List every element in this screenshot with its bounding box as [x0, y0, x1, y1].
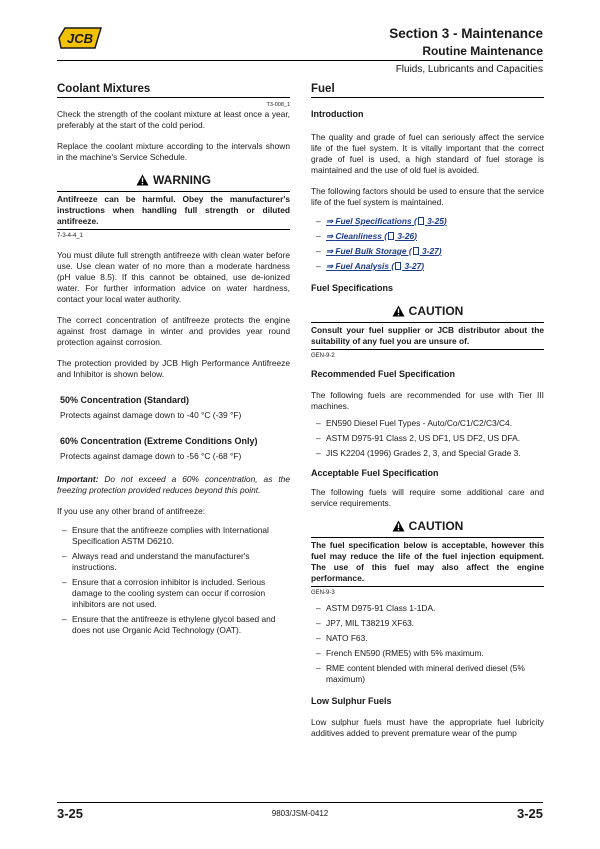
page-number-left: 3-25: [57, 806, 84, 821]
caution-code-1: GEN-9-2: [311, 353, 335, 359]
fuel-heading: Fuel: [311, 82, 544, 98]
coolant-paragraph-5: The protection provided by JCB High Performance Antifreeze and Inhibitor is shown below.: [57, 358, 290, 379]
link-label: Fuel Analysis: [335, 261, 390, 271]
topic-title: Fluids, Lubricants and Capacities: [395, 64, 543, 75]
page-ref-icon: [413, 247, 419, 255]
link-cleanliness[interactable]: – ⇒ Cleanliness ( 3-26): [311, 231, 544, 242]
link-page: 3-27: [422, 246, 439, 256]
acceptable-fuel-text: The following fuels will require some additional care and service requirements.: [311, 487, 544, 508]
ref-code: T3-008_1: [266, 102, 290, 108]
low-sulphur-heading: Low Sulphur Fuels: [311, 696, 392, 706]
antifreeze-requirements-list: [57, 525, 290, 636]
acceptable-fuel-heading: Acceptable Fuel Specification: [311, 468, 439, 478]
caution-label: CAUTION: [408, 519, 464, 533]
link-fuel-specifications[interactable]: – ⇒ Fuel Specifications ( 3-25): [311, 216, 544, 227]
link-fuel-analysis[interactable]: – ⇒ Fuel Analysis ( 3-27): [311, 261, 544, 272]
coolant-paragraph-1: Check the strength of the coolant mixture at least once a year, preferably at the start of the cold period.: [57, 109, 290, 130]
concentration-50-title: 50% Concentration (Standard): [60, 395, 190, 405]
list-item: – Ensure that the antifreeze complies with International Specification ASTM D6210.: [57, 525, 290, 547]
coolant-paragraph-4: The correct concentration of antifreeze protects the engine against frost damage in winter and provides year round protection against corrosion.: [57, 315, 290, 347]
recommended-fuel-heading: Recommended Fuel Specification: [311, 369, 456, 379]
concentration-50-text: Protects against damage down to -40 °C (-39 °F): [60, 410, 242, 420]
other-brand-intro: If you use any other brand of antifreeze:: [57, 506, 206, 516]
document-code: 9803/JSM-0412: [271, 809, 329, 818]
page-number-right: 3-25: [516, 806, 543, 821]
page-ref-icon: [418, 217, 424, 225]
recommended-fuel-list: [311, 418, 544, 459]
coolant-heading: Coolant Mixtures: [57, 82, 290, 98]
link-page: 3-26: [397, 231, 415, 241]
concentration-60-title: 60% Concentration (Extreme Conditions Only): [60, 436, 258, 446]
fuel-links-list: [311, 216, 544, 272]
fuel-paragraph-2: The following factors should be used to ensure that the service life of the fuel system is maintained.: [311, 186, 544, 207]
header-divider: [57, 60, 543, 61]
link-label: Cleanliness: [335, 231, 382, 241]
jcb-logo: [57, 26, 103, 50]
list-item: – NATO F63.: [311, 633, 544, 644]
low-sulphur-text: Low sulphur fuels must have the appropriate fuel lubricity additives added to prevent premature wear of the pump: [311, 717, 544, 738]
warning-text: Antifreeze can be harmful. Obey the manufacturer's instructions when handling full strength or diluted antifreeze.: [57, 191, 290, 230]
list-item: – ASTM D975-91 Class 1-1DA.: [311, 603, 544, 614]
introduction-heading: Introduction: [311, 109, 364, 119]
important-text: Do not exceed a 60% concentration, as the freezing protection provided reduces beyond this point.: [57, 474, 290, 495]
link-page: 3-25: [427, 216, 444, 226]
fuel-specifications-heading: Fuel Specifications: [311, 283, 394, 293]
page-ref-icon: [388, 232, 394, 240]
caution-heading-2: [311, 519, 544, 534]
coolant-paragraph-2: Replace the coolant mixture according to the intervals shown in the machine's Service Schedule.: [57, 141, 290, 162]
concentration-60-text: Protects against damage down to -56 °C (-68 °F): [60, 451, 242, 461]
warning-code: 7-3-4-4_1: [57, 233, 84, 239]
link-fuel-bulk-storage[interactable]: – ⇒ Fuel Bulk Storage ( 3-27): [311, 246, 544, 257]
acceptable-fuel-list: [311, 603, 544, 685]
link-page: 3-27: [404, 261, 422, 271]
logo-text: JCB: [66, 31, 94, 46]
link-label: Fuel Bulk Storage: [335, 246, 407, 256]
coolant-paragraph-3: You must dilute full strength antifreeze with clean water before use. Use clean water of no more than a moderate hardness (pH value 8.5). If this cannot be obtained, use de-ionized water. For further information advice on water hardness, contact your local water authority.: [57, 250, 290, 304]
caution-triangle-icon: [392, 520, 405, 532]
right-column: [311, 82, 544, 739]
list-item: – Ensure that a corrosion inhibitor is included. Serious damage to the cooling system can occur if corrosion inhibitors are not used.: [57, 577, 290, 610]
list-item: – RME content blended with mineral derived diesel (5% maximum): [311, 663, 544, 685]
list-item: – JIS K2204 (1996) Grades 2, 3, and Special Grade 3.: [311, 448, 544, 459]
list-item: – Always read and understand the manufacturer's instructions.: [57, 551, 290, 573]
warning-label: WARNING: [153, 173, 211, 187]
caution-triangle-icon: [392, 305, 405, 317]
warning-heading: [57, 173, 290, 188]
important-note: [57, 474, 290, 496]
caution-label: CAUTION: [408, 304, 464, 318]
recommended-fuel-text: The following fuels are recommended for use with Tier III machines.: [311, 390, 544, 411]
list-item: – EN590 Diesel Fuel Types - Auto/Co/C1/C2/C3/C4.: [311, 418, 544, 429]
footer-divider: [57, 802, 543, 803]
list-item: – ASTM D975-91 Class 2, US DF1, US DF2, US DFA.: [311, 433, 544, 444]
important-label: Important:: [57, 474, 99, 484]
list-item: – Ensure that the antifreeze is ethylene glycol based and does not use Organic Acid Technology (OAT).: [57, 614, 290, 636]
warning-triangle-icon: [136, 174, 149, 186]
left-column: [57, 82, 290, 636]
page-ref-icon: [395, 262, 401, 270]
subsection-title: Routine Maintenance: [422, 44, 543, 58]
list-item: – French EN590 (RME5) with 5% maximum.: [311, 648, 544, 659]
caution-heading-1: [311, 304, 544, 319]
link-label: Fuel Specifications: [335, 216, 412, 226]
caution-code-2: GEN-9-3: [311, 590, 335, 596]
caution-text-1: Consult your fuel supplier or JCB distributor about the suitability of any fuel you are unsure of.: [311, 322, 544, 350]
fuel-paragraph-1: The quality and grade of fuel can seriously affect the service life of the fuel system. It is vitally important that the correct grade of fuel is used, a high standard of fuel storage is maintained and the use of old fuel is avoided.: [311, 132, 544, 175]
list-item: – JP7, MIL T38219 XF63.: [311, 618, 544, 629]
caution-text-2: The fuel specification below is acceptable, however this fuel may reduce the life of the fuel injection equipment. The use of this fuel may also affect the engine performance.: [311, 537, 544, 587]
section-title: Section 3 - Maintenance: [389, 26, 543, 41]
